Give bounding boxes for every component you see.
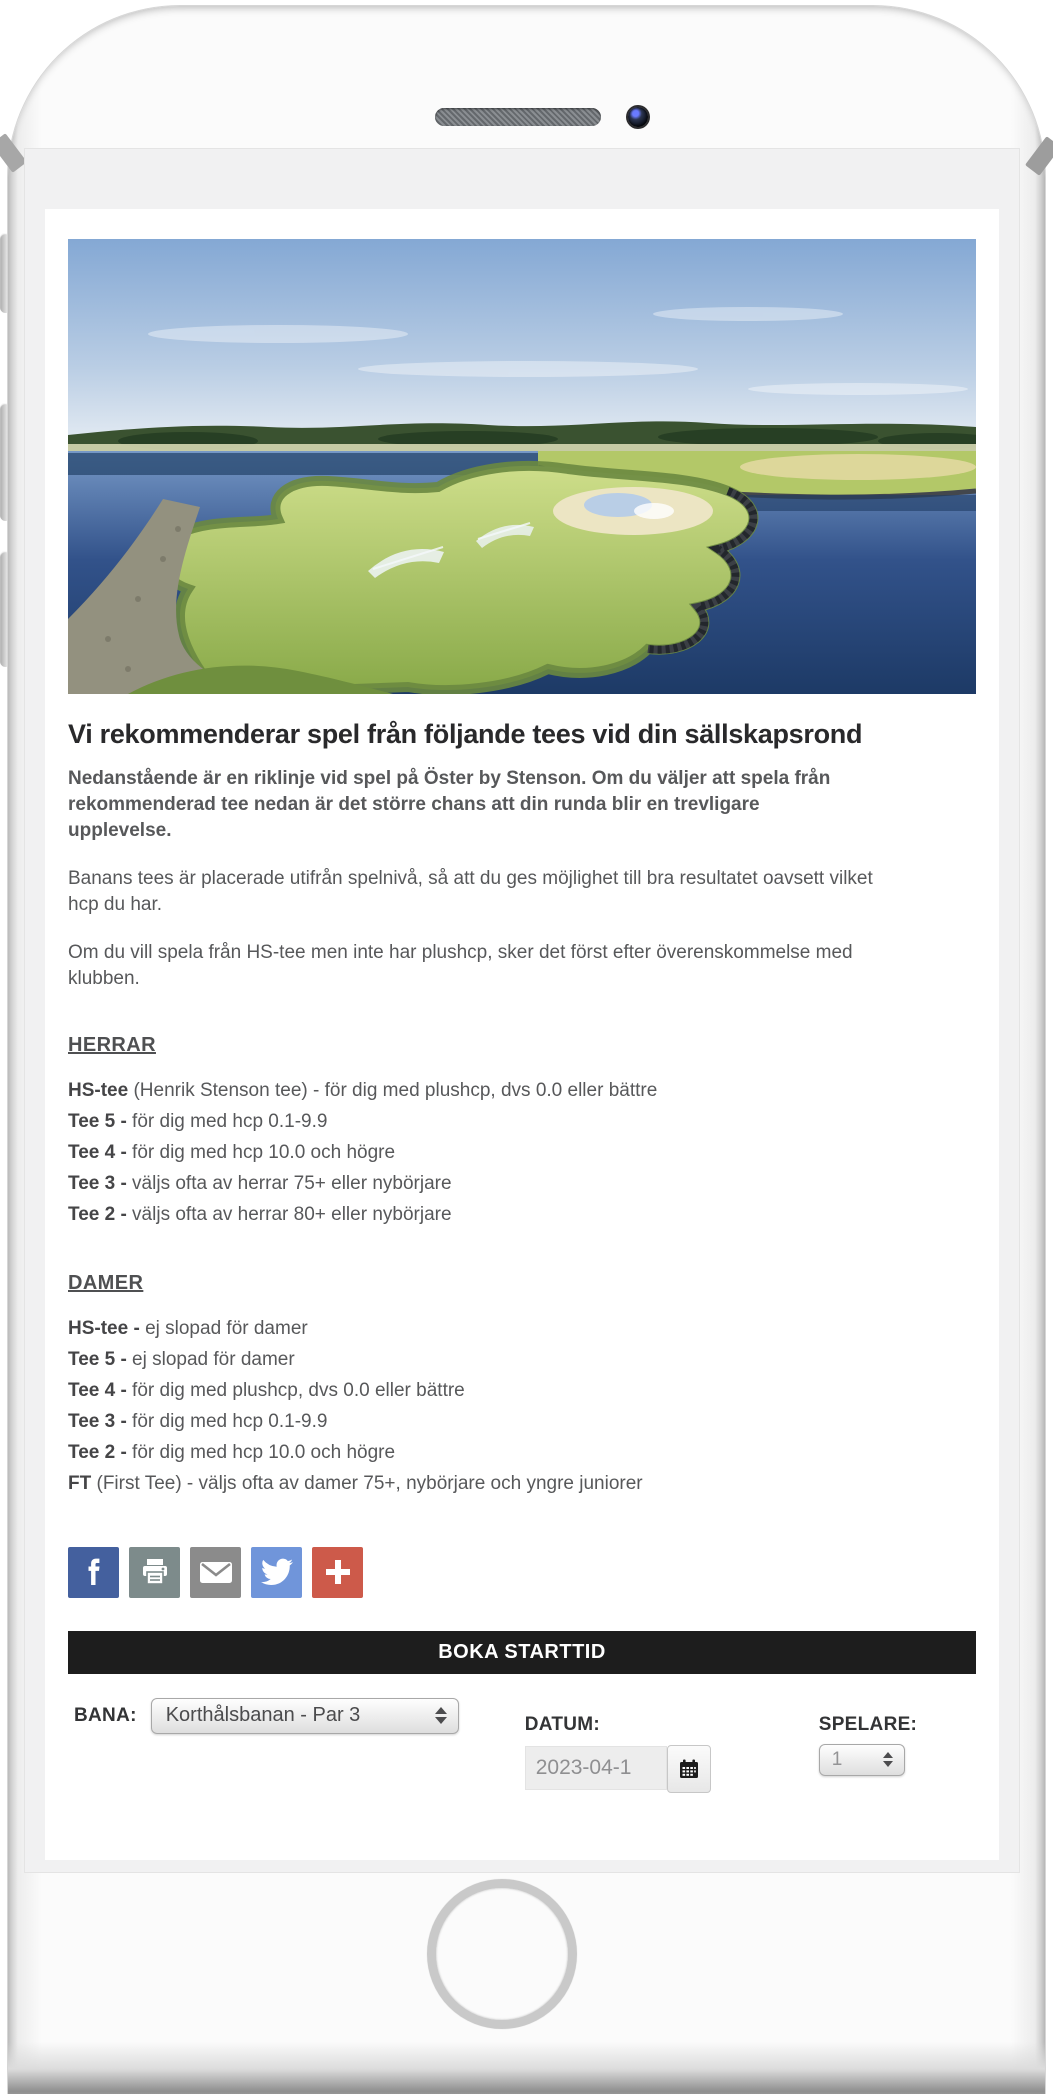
home-button[interactable] [427, 1879, 577, 2029]
select-updown-arrows-icon [883, 1752, 893, 1767]
front-camera [628, 107, 648, 127]
phone-screen [25, 149, 1019, 1872]
tee-list-item: FT (First Tee) - väljs ofta av damer 75+, nybörjare och yngre juniorer [68, 1472, 643, 1494]
earpiece-speaker [435, 108, 601, 126]
bana-select[interactable] [151, 1698, 459, 1734]
bana-label: BANA: [74, 1704, 137, 1726]
bana-field-group [74, 1698, 459, 1734]
tee-list-damer [68, 1313, 976, 1499]
boka-starttid-bar [68, 1631, 976, 1674]
booking-form [68, 1698, 976, 1793]
tee-list-item: HS-tee (Henrik Stenson tee) - för dig med plushcp, dvs 0.0 eller bättre [68, 1079, 658, 1101]
bana-selected-value: Korthålsbanan - Par 3 [165, 1704, 361, 1727]
tee-list-item: Tee 4 - för dig med hcp 10.0 och högre [68, 1141, 396, 1163]
more-share-button[interactable] [312, 1547, 363, 1598]
facebook-share-button[interactable] [68, 1547, 119, 1598]
twitter-icon [261, 1556, 293, 1588]
tee-list-item: Tee 5 - för dig med hcp 0.1-9.9 [68, 1110, 328, 1132]
calendar-icon [678, 1758, 700, 1780]
tee-list-item: Tee 3 - väljs ofta av herrar 75+ eller nybörjare [68, 1172, 452, 1194]
paragraph: Banans tees är placerade utifrån spelnivå, så att du ges möjlighet till bra resultatet oavsett vilket hcp du har. [68, 867, 873, 915]
share-toolbar [68, 1547, 976, 1598]
datum-field-group [525, 1714, 711, 1793]
tee-list-item: Tee 5 - ej slopad för damer [68, 1348, 295, 1370]
tee-list-item: Tee 2 - för dig med hcp 10.0 och högre [68, 1441, 396, 1463]
tee-list-herrar [68, 1075, 976, 1230]
section-heading-herrar: HERRAR [68, 1033, 156, 1056]
email-share-button[interactable] [190, 1547, 241, 1598]
tee-list-item: Tee 4 - för dig med plushcp, dvs 0.0 eller bättre [68, 1379, 465, 1401]
boka-starttid-label: BOKA STARTTID [438, 1640, 606, 1663]
hero-image [68, 239, 976, 694]
tee-list-item: Tee 2 - väljs ofta av herrar 80+ eller nybörjare [68, 1203, 452, 1225]
lead-paragraph: Nedanstående är en riklinje vid spel på Öster by Stenson. Om du väljer att spela från rekommenderad tee nedan är det större chans att din runda blir en trevligare upplevelse. [68, 767, 831, 841]
phone-bottom-edge [8, 2042, 1045, 2094]
section-heading-damer: DAMER [68, 1271, 144, 1294]
datum-input[interactable]: 2023-04-1 [525, 1746, 667, 1790]
datum-label: DATUM: [524, 1713, 601, 1735]
spelare-select[interactable] [819, 1744, 905, 1776]
tee-list-item: Tee 3 - för dig med hcp 0.1-9.9 [68, 1410, 328, 1432]
print-button[interactable] [129, 1547, 180, 1598]
tee-list-item: HS-tee - ej slopad för damer [68, 1317, 308, 1339]
envelope-icon [198, 1555, 234, 1589]
spelare-label: SPELARE: [818, 1713, 918, 1735]
facebook-icon [77, 1555, 111, 1589]
web-page [45, 209, 999, 1860]
plus-icon [321, 1555, 355, 1589]
spelare-field-group [819, 1714, 917, 1776]
twitter-share-button[interactable] [251, 1547, 302, 1598]
spelare-selected-value: 1 [831, 1748, 843, 1770]
printer-icon [138, 1555, 172, 1589]
page-title: Vi rekommenderar spel från följande tees vid din sällskapsrond [68, 719, 863, 749]
calendar-button[interactable] [667, 1745, 711, 1793]
select-updown-arrows-icon [435, 1707, 447, 1724]
paragraph: Om du vill spela från HS-tee men inte har plushcp, sker det först efter överenskommelse med klubben. [68, 941, 853, 989]
